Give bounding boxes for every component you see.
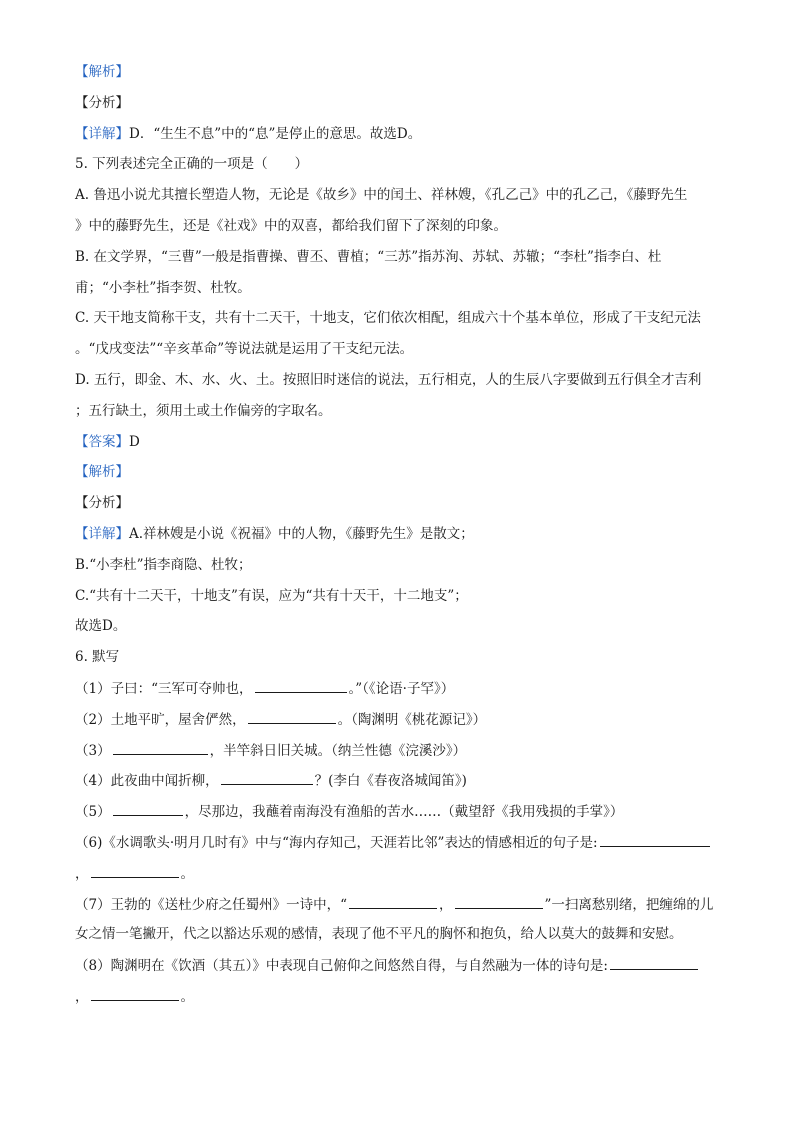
answer-blank[interactable] [610, 955, 698, 970]
fill-item-7-line-2: 女之情一笔撇开，代之以豁达乐观的感情，表现了他不平凡的胸怀和抱负，给人以莫大的鼓舞和安慰。 [75, 926, 683, 943]
fill-item-8: （8）陶渊明在《饮酒（其五）》中表现自己俯仰之间悠然自得，与自然融为一体的诗句是: [75, 955, 725, 975]
tag-label: 【解析】 [75, 464, 129, 481]
section-detail-2 [75, 524, 725, 544]
answer-blank[interactable] [600, 832, 710, 847]
tag-label: 【详解】 [75, 125, 129, 142]
answer-blank[interactable] [248, 709, 336, 724]
fill-item-8-line-2: ， 。 [75, 986, 725, 1006]
option-c-line-1: C. 天干地支简称干支，共有十二天干，十地支，它们依次相配，组成六十个基本单位，形成了干支纪元法 [75, 310, 701, 327]
answer-blank[interactable] [349, 894, 437, 909]
fill-item-6-line-2: ， 。 [75, 863, 725, 883]
answer-text: D [129, 433, 140, 450]
option-d-line-2: ；五行缺土，须用土或土作偏旁的字取名。 [75, 402, 332, 419]
detail-b: B.“小李杜”指李商隐、杜牧； [75, 556, 252, 573]
document-page [75, 62, 725, 1017]
detail-text: A.祥林嫂是小说《祝福》中的人物，《藤野先生》是散文； [129, 525, 474, 542]
option-a-line-1: A. 鲁迅小说尤其擅长塑造人物，无论是《故乡》中的闰土、祥林嫂，《孔乙己》中的孔乙己，《藤野先生 [75, 187, 688, 204]
section-analysis: 【分析】 [75, 94, 129, 111]
option-a-line-2: 》中的藤野先生，还是《社戏》中的双喜，都给我们留下了深刻的印象。 [75, 217, 507, 234]
fill-item-5: （5） ，尽那边，我蘸着南海没有渔船的苦水……（戴望舒《我用残损的手掌》） [75, 801, 725, 821]
section-detail [75, 124, 725, 144]
fill-item-2: （2）土地平旷，屋舍俨然， 。（陶渊明《桃花源记》） [75, 709, 725, 729]
fill-item-4: （4）此夜曲中闻折柳， ？(李白《春夜洛城闻笛》) [75, 770, 725, 790]
fill-item-1: （1）子曰：“三军可夺帅也， 。”（《论语·子罕》） [75, 678, 725, 698]
answer-blank[interactable] [221, 770, 313, 785]
answer-blank[interactable] [455, 894, 543, 909]
tag-label: 【解析】 [75, 64, 129, 80]
option-b-line-2: 甫；“小李杜”指李贺、杜牧。 [75, 279, 251, 296]
answer-blank[interactable] [255, 678, 347, 693]
fill-item-3: （3） ，半竿斜日旧关城。（纳兰性德《浣溪沙》） [75, 740, 725, 760]
detail-text: D．“生生不息”中的“息”是停止的意思。故选D。 [129, 125, 422, 142]
tag-label: 【答案】 [75, 433, 129, 450]
section-answer [75, 432, 725, 452]
section-tag-analysis [75, 62, 725, 82]
answer-blank[interactable] [113, 801, 183, 816]
question-6-stem: 6. 默写 [75, 649, 120, 666]
fill-item-6: （6)《水调歌头·明月几时有》中与“海内存知己，天涯若比邻”表达的情感相近的句子是: [75, 832, 725, 852]
answer-blank[interactable] [91, 986, 179, 1001]
option-c-line-2: 。“戊戌变法”“辛亥革命”等说法就是运用了干支纪元法。 [75, 341, 414, 358]
question-5-stem: 5. 下列表述完全正确的一项是（ ） [75, 156, 309, 173]
section-analysis-2: 【分析】 [75, 495, 129, 512]
answer-blank[interactable] [91, 863, 179, 878]
answer-blank[interactable] [113, 740, 208, 755]
tag-label: 【详解】 [75, 525, 129, 542]
detail-conclusion: 故选D。 [75, 618, 127, 635]
fill-item-7: （7）王勃的《送杜少府之任蜀州》一诗中，“ ， ”一扫离愁别绪，把缠绵的儿 [75, 894, 725, 914]
detail-c: C.“共有十二天干，十地支”有误，应为“共有十天干，十二地支”； [75, 587, 468, 604]
option-d-line-1: D. 五行，即金、木、水、火、土。按照旧时迷信的说法，五行相克，人的生辰八字要做到五行俱全才吉利 [75, 371, 702, 388]
section-tag-analysis-2 [75, 462, 725, 482]
option-b-line-1: B. 在文学界，“三曹”一般是指曹操、曹丕、曹植；“三苏”指苏洵、苏轼、苏辙；“李杜”指李白、杜 [75, 248, 662, 265]
